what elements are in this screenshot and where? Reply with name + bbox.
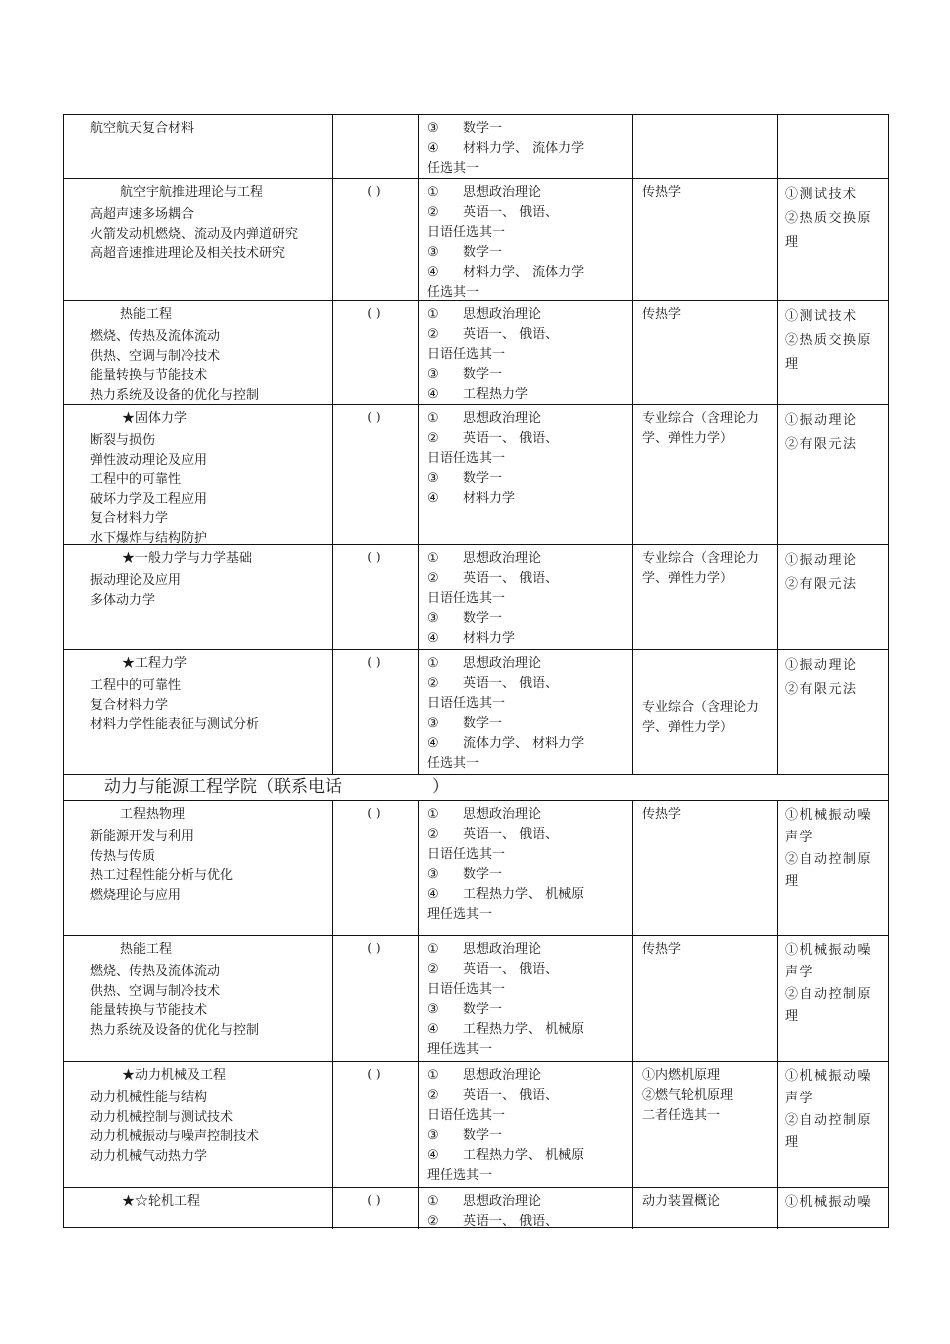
exam-subjects-cell [427,301,627,404]
quota-value: ( ) [367,306,381,320]
research-direction: 工程中的可靠性 [90,678,182,693]
research-direction: 高超音速推进理论及相关技术研究 [90,246,286,261]
additional-test: 理 [785,1009,800,1024]
program-row [64,800,888,935]
exam-subjects-cell [427,936,627,1061]
exam-subject: ① 思想政治理论 [427,942,542,957]
column-divider [418,179,419,300]
major-name: 航空宇航推进理论与工程 [120,185,264,200]
retest-cell [642,301,778,404]
major-cell [90,1188,330,1229]
exam-subject: ① 思想政治理论 [427,551,542,566]
exam-subject: ③ 数学一 [427,1002,503,1017]
retest-cell [642,650,778,774]
exam-subject: 日语任选其一 [427,1108,506,1123]
exam-subject: ② 英语一、 俄语、 [427,676,559,691]
exam-subject: 日语任选其一 [427,451,506,466]
exam-subjects-cell [427,405,627,544]
major-name: ★工程力学 [122,656,188,671]
exam-subject: 任选其一 [427,161,480,176]
additional-test-cell [785,1062,885,1187]
additional-test: ①机械振动噪 [785,1069,873,1084]
additional-test-cell [785,545,885,649]
major-name: ★☆轮机工程 [122,1194,201,1209]
research-direction: 动力机械气动热力学 [90,1148,208,1164]
program-row [64,115,888,178]
research-direction: 热力系统及设备的优化与控制 [90,387,260,403]
additional-test-cell [785,301,885,404]
additional-test-cell [785,1188,885,1229]
column-divider [632,1188,633,1229]
major-cell [90,936,330,1061]
major-cell [90,801,330,935]
research-direction: 断裂与损伤 [90,433,156,448]
exam-subject: 理任选其一 [427,1168,493,1183]
exam-subject: ④ 材料力学 [427,631,516,646]
section-header-row [64,774,888,800]
additional-test: ①振动理论 [785,658,858,673]
additional-test: 理 [785,357,800,372]
retest-subject: 传热学 [642,942,682,957]
exam-subject: ① 思想政治理论 [427,1194,542,1209]
additional-test-cell [785,179,885,300]
additional-test-cell [785,936,885,1061]
research-direction: 动力机械性能与结构 [90,1090,208,1105]
column-divider [418,801,419,935]
research-direction: 复合材料力学 [90,511,169,526]
major-name: 热能工程 [120,307,173,322]
research-direction: 供热、空调与制冷技术 [90,983,221,999]
quota-value: ( ) [367,655,381,669]
exam-subject: ③ 数学一 [427,611,503,626]
quota-cell [332,801,416,935]
retest-cell [642,1188,778,1229]
quota-value: ( ) [367,410,381,424]
major-cell [90,405,330,544]
research-direction: 火箭发动机燃烧、流动及内弹道研究 [90,226,299,242]
additional-test: ①振动理论 [785,413,858,428]
additional-test: ②有限元法 [785,682,858,697]
quota-value: ( ) [367,941,381,955]
research-direction: 振动理论及应用 [90,573,182,588]
exam-subject: ① 思想政治理论 [427,1068,542,1083]
exam-subject: ② 英语一、 俄语、 [427,571,559,586]
column-divider [632,650,633,774]
retest-subject: 传热学 [642,185,682,200]
research-direction: 弹性波动理论及应用 [90,452,208,468]
additional-test: 理 [785,1135,800,1150]
column-divider [632,405,633,544]
retest-subject: 专业综合（含理论力 [642,411,760,426]
quota-cell [332,650,416,774]
quota-value: ( ) [367,1193,381,1207]
retest-cell [642,801,778,935]
major-name: 工程热物理 [120,807,186,822]
major-name: ★一般力学与力学基础 [122,551,253,566]
exam-subject: ① 思想政治理论 [427,411,542,426]
retest-subject: 专业综合（含理论力 [642,551,760,566]
research-direction: 燃烧、传热及流体流动 [90,329,221,344]
retest-subject: 传热学 [642,807,682,822]
major-cell [90,1062,330,1187]
exam-subject: 日语任选其一 [427,847,506,862]
research-direction: 传热与传质 [90,848,156,864]
exam-subjects-cell [427,179,627,300]
major-cell [90,545,330,649]
retest-subject: 学、弹性力学） [642,571,734,586]
column-divider [418,405,419,544]
research-direction: 动力机械控制与测试技术 [90,1109,234,1125]
exam-subject: ③ 数学一 [427,716,503,731]
additional-test-cell [785,115,885,178]
exam-subject: ③ 数学一 [427,471,503,486]
research-direction: 动力机械振动与噪声控制技术 [90,1129,260,1144]
research-direction: 破坏力学及工程应用 [90,491,208,507]
additional-test: 理 [785,874,800,889]
exam-subject: ③ 数学一 [427,121,503,136]
column-divider [418,1188,419,1229]
program-table [63,114,889,1228]
exam-subject: 日语任选其一 [427,347,506,362]
exam-subject: ② 英语一、 俄语、 [427,205,559,220]
quota-cell [332,1062,416,1187]
column-divider [418,650,419,774]
column-divider [632,1062,633,1187]
exam-subject: ③ 数学一 [427,245,503,260]
exam-subject: ④ 材料力学、 流体力学 [427,141,585,156]
quota-cell [332,936,416,1061]
retest-cell [642,405,778,544]
research-direction: 能量转换与节能技术 [90,1003,208,1018]
additional-test: ②热质交换原 [785,211,873,226]
quota-value: ( ) [367,1067,381,1081]
additional-test: ①机械振动噪 [785,808,873,823]
exam-subject: ② 英语一、 俄语、 [427,431,559,446]
research-direction: 高超声速多场耦合 [90,207,195,222]
major-cell [90,301,330,404]
program-row [64,1061,888,1187]
exam-subject: ③ 数学一 [427,367,503,382]
major-cell [90,115,330,178]
research-direction: 热工过程性能分析与优化 [90,868,234,883]
program-row [64,300,888,404]
research-direction: 水下爆炸与结构防护 [90,530,208,544]
retest-subject: 动力装置概论 [642,1194,721,1209]
quota-value: ( ) [367,184,381,198]
quota-cell [332,301,416,404]
quota-value: ( ) [367,806,381,820]
exam-subject: 任选其一 [427,285,480,300]
retest-subject: 二者任选其一 [642,1108,721,1123]
additional-test: 声学 [785,965,815,980]
additional-test: ②自动控制原 [785,987,873,1002]
exam-subject: ④ 工程热力学、 机械原 [427,1148,585,1163]
exam-subject: 日语任选其一 [427,225,506,240]
additional-test: ①测试技术 [785,309,858,324]
retest-subject: ①内燃机原理 [642,1068,721,1083]
column-divider [632,301,633,404]
retest-cell [642,1062,778,1187]
additional-test: ②热质交换原 [785,333,873,348]
column-divider [418,115,419,178]
additional-test: ①机械振动噪 [785,943,873,958]
exam-subject: ④ 材料力学、 流体力学 [427,265,585,280]
exam-subject: ② 英语一、 俄语、 [427,962,559,977]
exam-subject: ② 英语一、 俄语、 [427,827,559,842]
additional-test: ②有限元法 [785,577,858,592]
retest-subject: 专业综合（含理论力 [642,700,760,715]
retest-cell [642,115,778,178]
exam-subject: ② 英语一、 俄语、 [427,1214,559,1229]
program-row [64,544,888,649]
program-row [64,1187,888,1229]
additional-test: ①测试技术 [785,187,858,202]
major-name: ★固体力学 [122,411,188,426]
research-direction: 材料力学性能表征与测试分析 [90,717,260,732]
major-cell [90,179,330,300]
retest-subject: 传热学 [642,307,682,322]
additional-test: ②自动控制原 [785,1113,873,1128]
retest-subject: 学、弹性力学） [642,720,734,735]
exam-subject: 理任选其一 [427,1042,493,1057]
column-divider [632,115,633,178]
exam-subject: ① 思想政治理论 [427,307,542,322]
quota-cell [332,405,416,544]
quota-value: ( ) [367,550,381,564]
additional-test: 声学 [785,830,815,845]
additional-test-cell [785,801,885,935]
major-cell [90,650,330,774]
exam-subject: ② 英语一、 俄语、 [427,327,559,342]
program-row [64,935,888,1061]
additional-test: 声学 [785,1091,815,1106]
column-divider [632,936,633,1061]
research-direction: 工程中的可靠性 [90,472,182,487]
program-row [64,404,888,544]
quota-cell [332,179,416,300]
additional-test: ②有限元法 [785,437,858,452]
exam-subjects-cell [427,115,627,178]
additional-test: ②自动控制原 [785,852,873,867]
quota-cell [332,1188,416,1229]
exam-subject: ② 英语一、 俄语、 [427,1088,559,1103]
research-direction: 多体动力学 [90,592,156,608]
exam-subject: ④ 工程热力学、 机械原 [427,1022,585,1037]
section-title [104,775,449,799]
section-label: 动力与能源工程学院（联系电话 [104,777,342,797]
exam-subjects-cell [427,545,627,649]
additional-test-cell [785,405,885,544]
retest-subject: ②燃气轮机原理 [642,1088,734,1103]
exam-subject: ④ 工程热力学 [427,387,529,402]
research-direction: 供热、空调与制冷技术 [90,348,221,364]
research-direction: 能量转换与节能技术 [90,368,208,383]
column-divider [418,545,419,649]
retest-cell [642,179,778,300]
column-divider [632,801,633,935]
exam-subject: ① 思想政治理论 [427,185,542,200]
exam-subjects-cell [427,650,627,774]
major-name: ★动力机械及工程 [122,1068,227,1083]
column-divider [632,179,633,300]
quota-cell [332,115,416,178]
retest-subject: 学、弹性力学） [642,431,734,446]
column-divider [632,545,633,649]
program-row [64,649,888,774]
retest-cell [642,936,778,1061]
major-name: 航空航天复合材料 [90,121,195,136]
research-direction: 燃烧理论与应用 [90,887,182,903]
section-label-tail: ） [432,777,449,797]
exam-subject: ③ 数学一 [427,1128,503,1143]
exam-subject: ④ 流体力学、 材料力学 [427,736,585,751]
column-divider [418,1062,419,1187]
exam-subjects-cell [427,1188,627,1229]
research-direction: 热力系统及设备的优化与控制 [90,1022,260,1038]
exam-subject: ① 思想政治理论 [427,807,542,822]
column-divider [418,936,419,1061]
exam-subject: 日语任选其一 [427,696,506,711]
additional-test: ①振动理论 [785,553,858,568]
quota-cell [332,545,416,649]
exam-subject: 理任选其一 [427,907,493,922]
additional-test: 理 [785,235,800,250]
additional-test: ①机械振动噪 [785,1195,873,1210]
exam-subject: ④ 材料力学 [427,491,516,506]
exam-subject: ④ 工程热力学、 机械原 [427,887,585,902]
program-row [64,178,888,300]
column-divider [418,301,419,404]
exam-subject: 日语任选其一 [427,982,506,997]
research-direction: 燃烧、传热及流体流动 [90,964,221,979]
exam-subject: ① 思想政治理论 [427,656,542,671]
additional-test-cell [785,650,885,774]
retest-cell [642,545,778,649]
exam-subject: 任选其一 [427,756,480,771]
exam-subjects-cell [427,801,627,935]
research-direction: 复合材料力学 [90,697,169,713]
exam-subjects-cell [427,1062,627,1187]
exam-subject: ③ 数学一 [427,867,503,882]
research-direction: 新能源开发与利用 [90,829,195,844]
exam-subject: 日语任选其一 [427,591,506,606]
major-name: 热能工程 [120,942,173,957]
